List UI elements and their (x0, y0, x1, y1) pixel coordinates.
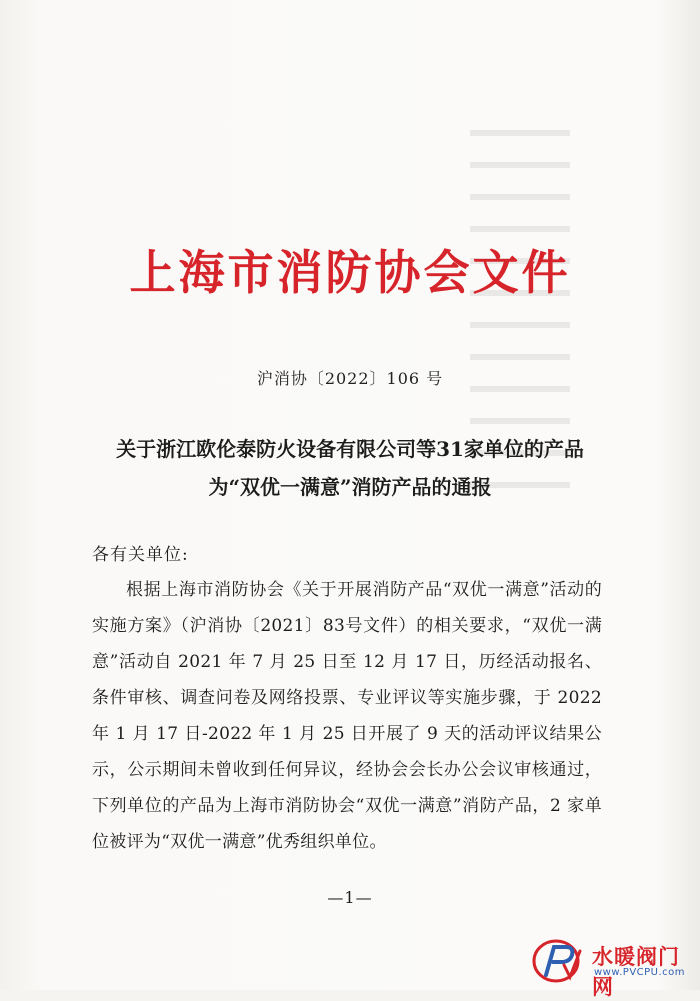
notice-title-line-1: 关于浙江欧伦泰防火设备有限公司等31家单位的产品 (116, 437, 584, 461)
body-paragraph-text: 根据上海市消防协会《关于开展消防产品“双优一满意”活动的实施方案》（沪消协〔2021〕83号文件）的相关要求，“双优一满意”活动自 2021 年 7 月 25 日至 12 月 17 日，历经活动报名、条件审核、调查问卷及网络投票、专业评议等实施步骤，于 2022 年 1 月 17 日-2022 年 1 月 25 日开展了 9 天的活动评议结果公示，公示期间未曾收到任何异议，经协会会长办公会议审核通过，下列单位的产品为上海市消防协会“双优一满意”消防产品，2 家单位被评为“双优一满意”优秀组织单位。 (92, 580, 602, 852)
notice-title-line-2: 为“双优一满意”消防产品的通报 (208, 475, 492, 499)
org-document-title: 上海市消防协会文件 (129, 246, 571, 301)
addressee: 各有关单位: (92, 545, 189, 565)
notice-title (0, 430, 700, 506)
body-paragraph (92, 572, 602, 860)
page-number: —1— (327, 888, 373, 907)
watermark-url: www.PVCPU.com (594, 967, 686, 978)
pvcpu-logo-icon (530, 935, 586, 985)
watermark-site-name: 水暖阀门网 (592, 945, 680, 999)
site-watermark (530, 935, 700, 999)
document-number: 沪消协〔2022〕106 号 (256, 369, 444, 388)
